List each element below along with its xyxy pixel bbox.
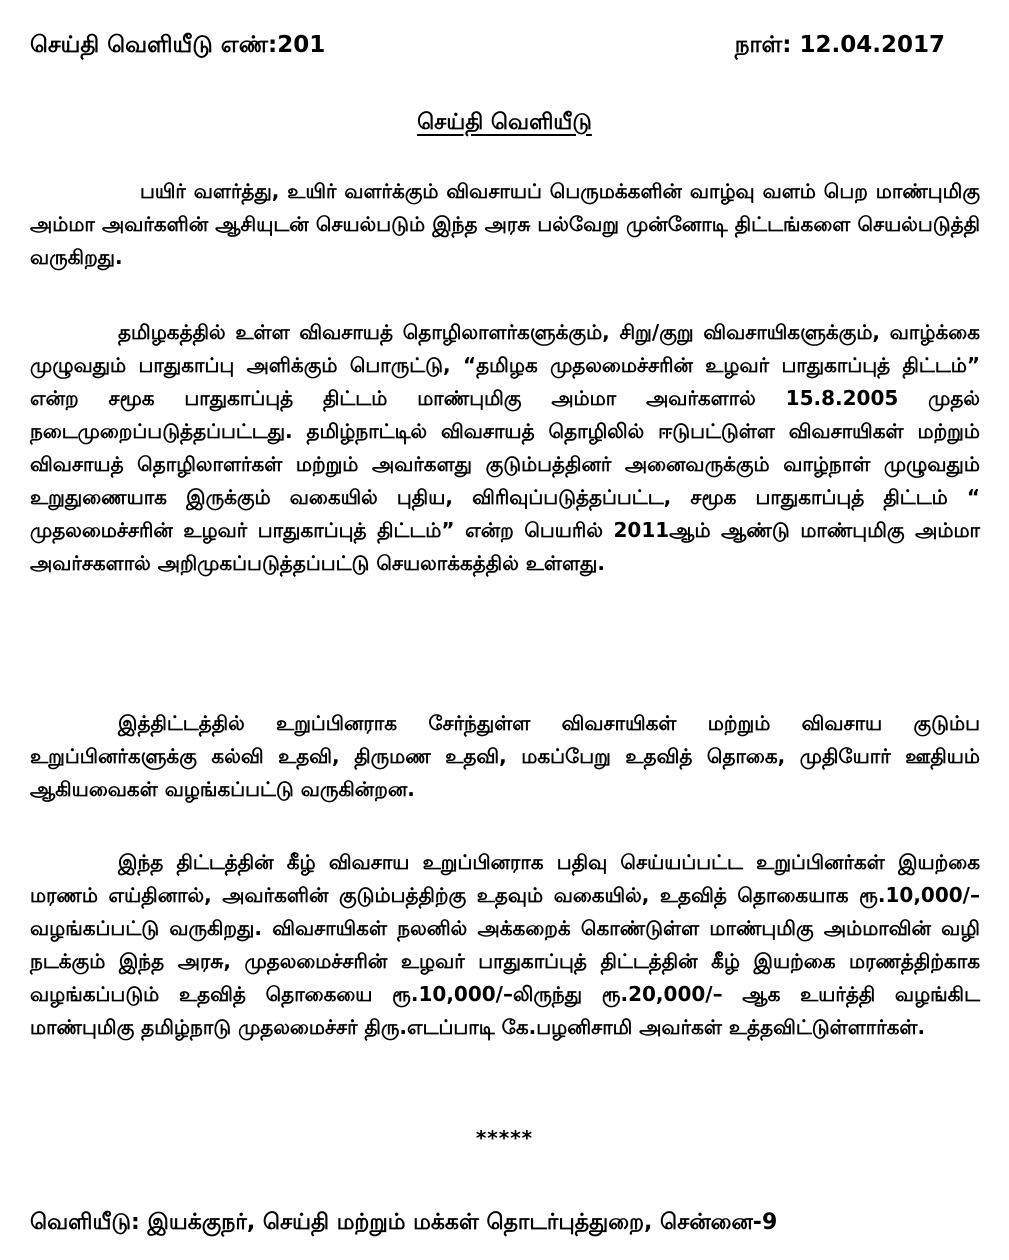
paragraph-assistance-increase: இந்த திட்டத்தின் கீழ் விவசாய உறுப்பினராக பதிவு செய்யப்பட்ட உறுப்பினர்கள் இயற்கை மரணம் எய்தினால், அவர்களின் குடும்பத்திற்கு உதவும் வகையில், உதவித் தொகையாக ரூ.10,000/– வழங்கப்பட்டு வருகிறது. விவசாயிகள் நலனில் அக்கறைக் கொண்டுள்ள மாண்புமிகு அம்மாவின் வழி நடக்கும் இந்த அரசு, முதலமைச்சரின் உழவர் பாதுகாப்புத் திட்டத்தின் கீழ் இயற்கை மரணத்திற்காக வழங்கப்படும் உதவித் தொகையை ரூ.10,000/–லிருந்து ரூ.20,000/– ஆக உயர்த்தி வழங்கிட மாண்புமிகு தமிழ்நாடு முதலமைச்சர் திரு.எடப்பாடி கே.பழனிசாமி அவர்கள் உத்தவிட்டுள்ளார்கள். bbox=[30, 850, 980, 1039]
document-title-container bbox=[0, 110, 1009, 138]
publisher-footer: வெளியீடு: இயக்குநர், செய்தி மற்றும் மக்கள் தொடர்புத்துறை, சென்னை-9 bbox=[30, 1210, 778, 1235]
section-separator: ***** bbox=[475, 1126, 534, 1150]
paragraph-intro: பயிர் வளர்த்து, உயிர் வளர்க்கும் விவசாயப் பெருமக்களின் வாழ்வு வளம் பெற மாண்புமிகு அம்மா அவர்களின் ஆசியுடன் செயல்படும் இந்த அரசு பல்வேறு முன்னோடி திட்டங்களை செயல்படுத்தி வருகிறது. bbox=[30, 179, 980, 269]
paragraph-scheme-history: தமிழகத்தில் உள்ள விவசாயத் தொழிலாளர்களுக்கும், சிறு/குறு விவசாயிகளுக்கும், வாழ்க்கை முழுவதும் பாதுகாப்பு அளிக்கும் பொருட்டு, “தமிழக முதலமைச்சரின் உழவர் பாதுகாப்புத் திட்டம்” என்ற சமூக பாதுகாப்புத் திட்டம் மாண்புமிகு அம்மா அவர்களால் 15.8.2005 முதல் நடைமுறைப்படுத்தப்பட்டது. தமிழ்நாட்டில் விவசாயத் தொழிலில் ஈடுபட்டுள்ள விவசாயிகள் மற்றும் விவசாயத் தொழிலாளர்கள் மற்றும் அவர்களது குடும்பத்தினர் அனைவருக்கும் வாழ்நாள் முழுவதும் உறுதுணையாக இருக்கும் வகையில் புதிய, விரிவுப்படுத்தப்பட்ட, சமூக பாதுகாப்புத் திட்டம் “ முதலமைச்சரின் உழவர் பாதுகாப்புத் திட்டம்” என்ற பெயரில் 2011ஆம் ஆண்டு மாண்புமிகு அம்மா அவர்சகளால் அறிமுகப்படுத்தப்பட்டு செயலாக்கத்தில் உள்ளது. bbox=[30, 320, 980, 575]
release-number: செய்தி வெளியீடு எண்:201 bbox=[30, 32, 326, 58]
paragraph-benefits: இத்திட்டத்தில் உறுப்பினராக சேர்ந்துள்ள விவசாயிகள் மற்றும் விவசாய குடும்ப உறுப்பினர்களுக்கு கல்வி உதவி, திருமண உதவி, மகப்பேறு உதவித் தொகை, முதியோர் ஊதியம் ஆகியவைகள் வழங்கப்பட்டு வருகின்றன. bbox=[30, 711, 980, 801]
release-date: நாள்: 12.04.2017 bbox=[734, 32, 945, 58]
document-title: செய்தி வெளியீடு bbox=[417, 110, 592, 135]
